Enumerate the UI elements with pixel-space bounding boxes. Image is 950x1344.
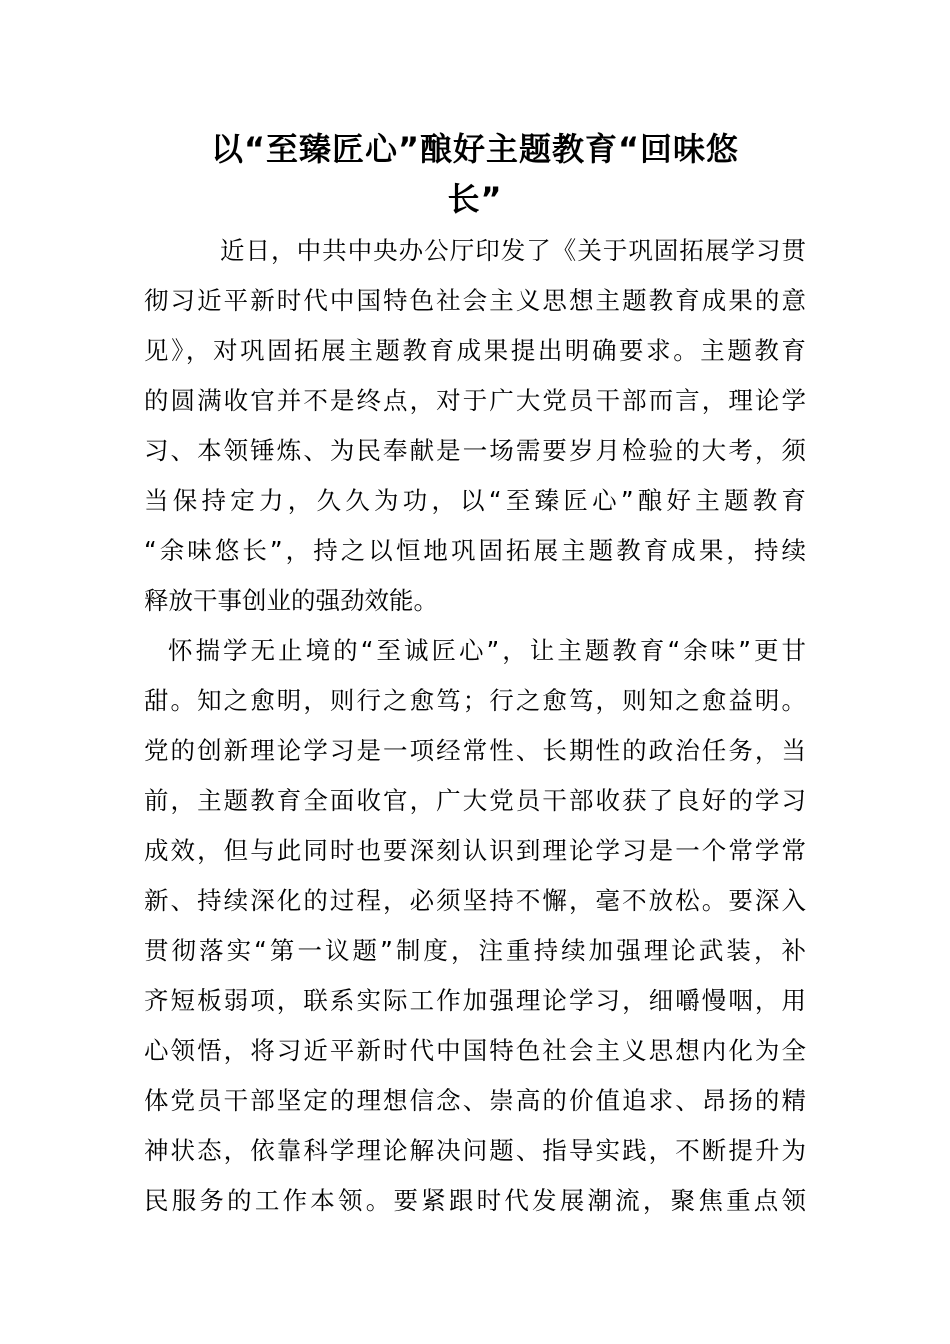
paragraph-line: 近日，中共中央办公厅印发了《关于巩固拓展学习贯 [220, 236, 806, 265]
paragraph-line: 甜。知之愈明，则行之愈笃；行之愈笃，则知之愈益明。 [144, 686, 806, 715]
title-line: 以“至臻匠心”酿好主题教育“回味悠 [210, 130, 740, 168]
paragraph-line: 贯彻落实“第一议题”制度，注重持续加强理论武装，补 [144, 936, 806, 965]
paragraph-line: 释放干事创业的强劲效能。 [144, 586, 438, 615]
title-line: 长” [447, 180, 503, 218]
document-title [150, 124, 800, 224]
paragraph-line: 成效，但与此同时也要深刻认识到理论学习是一个常学常 [144, 836, 806, 865]
paragraph-line: 习、本领锤炼、为民奉献是一场需要岁月检验的大考，须 [144, 436, 806, 465]
paragraph-line: 体党员干部坚定的理想信念、崇高的价值追求、昂扬的精 [144, 1086, 806, 1115]
paragraph-line: 党的创新理论学习是一项经常性、长期性的政治任务，当 [144, 736, 806, 765]
paragraph-line: “余味悠长”，持之以恒地巩固拓展主题教育成果，持续 [144, 536, 806, 565]
paragraph-line: 新、持续深化的过程，必须坚持不懈，毫不放松。要深入 [144, 886, 806, 915]
paragraph-line: 民服务的工作本领。要紧跟时代发展潮流，聚焦重点领 [144, 1186, 806, 1215]
paragraph-1 [144, 226, 806, 626]
document-body [144, 226, 806, 1226]
paragraph-2 [144, 626, 806, 1226]
paragraph-line: 的圆满收官并不是终点，对于广大党员干部而言，理论学 [144, 386, 806, 415]
paragraph-line: 彻习近平新时代中国特色社会主义思想主题教育成果的意 [144, 286, 806, 315]
paragraph-line: 见》，对巩固拓展主题教育成果提出明确要求。主题教育 [144, 336, 806, 365]
paragraph-line: 前，主题教育全面收官，广大党员干部收获了良好的学习 [144, 786, 806, 815]
paragraph-line: 神状态，依靠科学理论解决问题、指导实践，不断提升为 [144, 1136, 806, 1165]
paragraph-line: 心领悟，将习近平新时代中国特色社会主义思想内化为全 [144, 1036, 806, 1065]
paragraph-line: 当保持定力，久久为功，以“至臻匠心”酿好主题教育 [144, 486, 806, 515]
paragraph-line: 齐短板弱项，联系实际工作加强理论学习，细嚼慢咽，用 [144, 986, 806, 1015]
paragraph-line: 怀揣学无止境的“至诚匠心”，让主题教育“余味”更甘 [168, 636, 806, 665]
